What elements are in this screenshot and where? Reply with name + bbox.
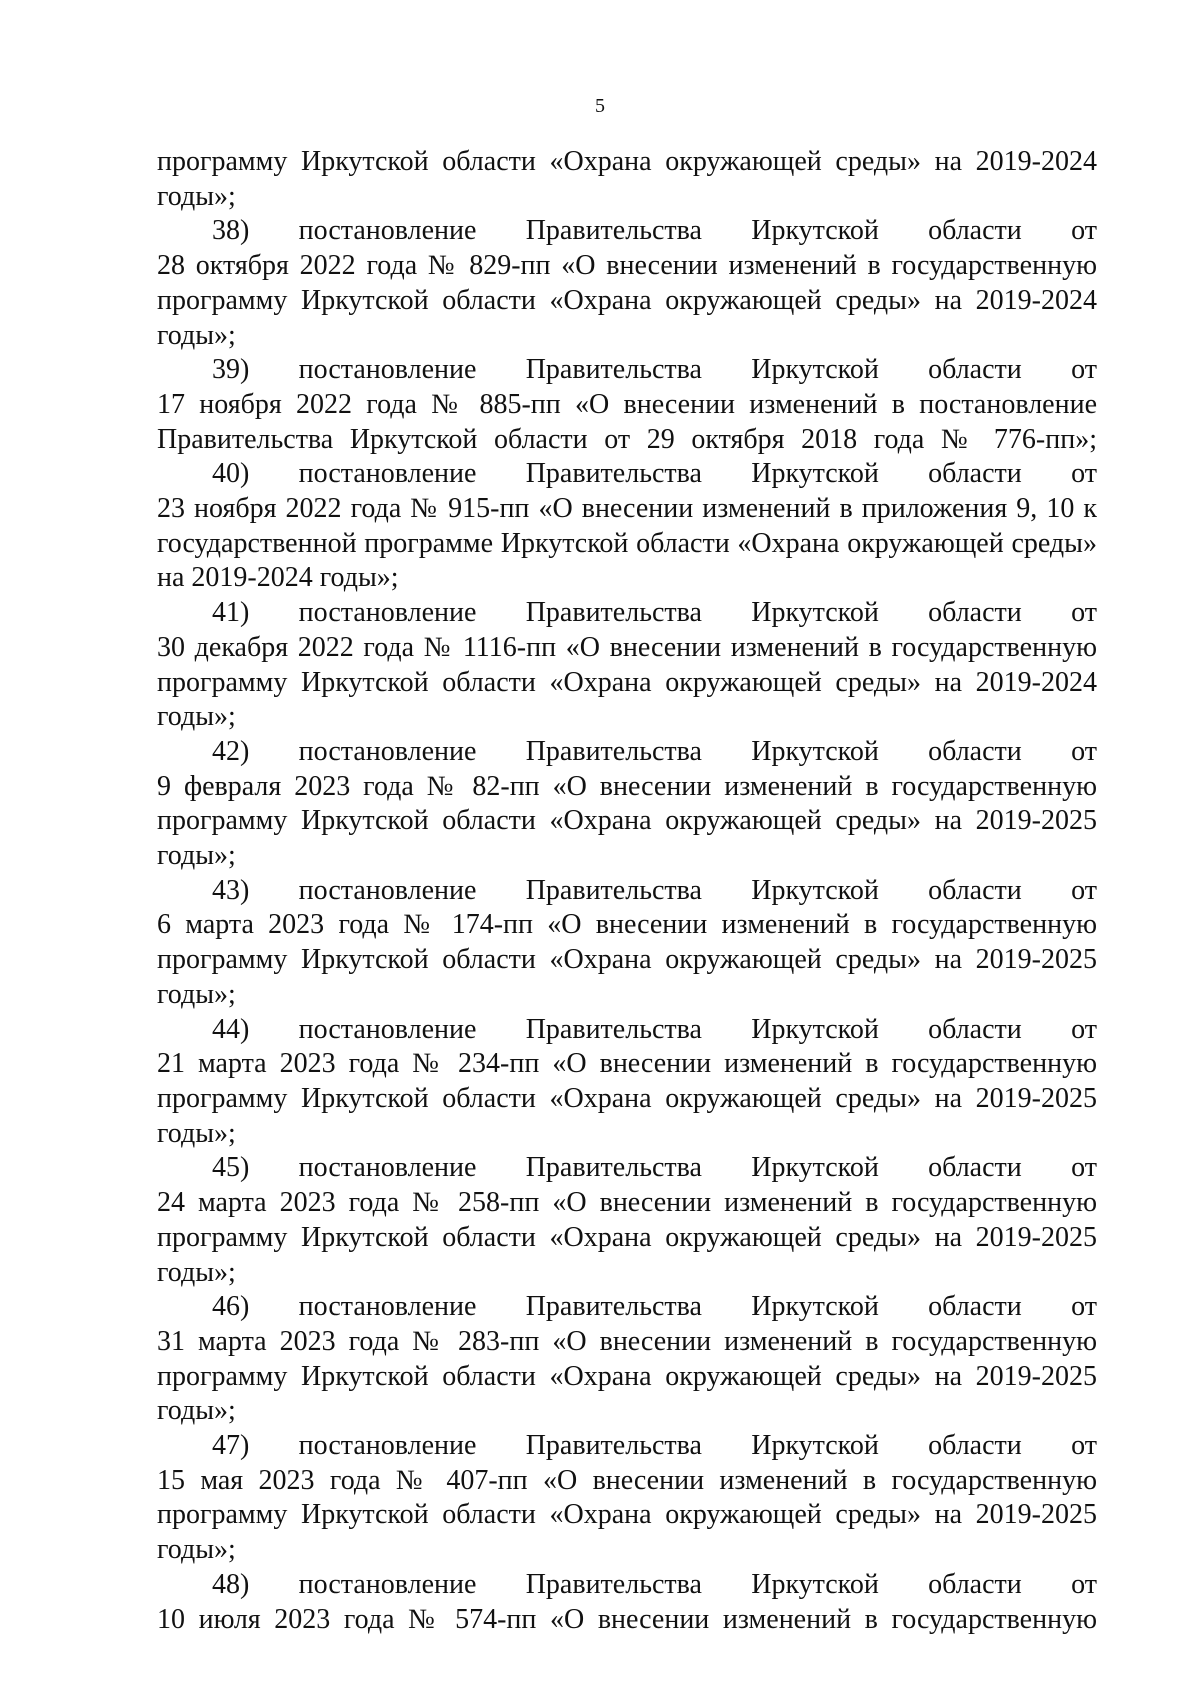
- list-item-head-word: от: [1071, 354, 1097, 386]
- list-item-head: [157, 735, 1097, 770]
- list-item-head-word: Правительства: [525, 597, 702, 629]
- text-line: годы»;: [157, 1117, 236, 1149]
- text-line: 10 июля 2023 года № 574-пп «О внесении изменений в государственную: [157, 1603, 1097, 1635]
- list-item: [157, 214, 1097, 353]
- intro-paragraph: [157, 145, 1097, 214]
- list-item-head-word: постановление: [298, 458, 477, 490]
- list-item-head: [157, 1429, 1097, 1464]
- list-item: [157, 596, 1097, 735]
- text-line: на 2019-2024 годы»;: [157, 562, 399, 594]
- text-line: программу Иркутской области «Охрана окружающей среды» на 2019-2024: [157, 146, 1097, 177]
- list-item-head-word: Иркутской: [751, 458, 879, 490]
- list-item-head-word: постановление: [298, 735, 477, 767]
- text-line: 23 ноября 2022 года № 915-пп «О внесении изменений в приложения 9, 10 к: [157, 493, 1097, 525]
- list-item: [157, 1290, 1097, 1429]
- text-line: 6 марта 2023 года № 174-пп «О внесении изменений в государственную: [157, 909, 1097, 941]
- list-item-head-word: области: [928, 1568, 1022, 1600]
- list-item: [157, 1429, 1097, 1568]
- text-line: программу Иркутской области «Охрана окружающей среды» на 2019-2025: [157, 1499, 1097, 1531]
- list-item-head-word: области: [928, 1291, 1022, 1323]
- list-item-head: [157, 596, 1097, 631]
- list-item-number: 41): [212, 597, 250, 629]
- text-line: программу Иркутской области «Охрана окружающей среды» на 2019-2025: [157, 1221, 1097, 1253]
- list-item-head-word: Правительства: [525, 458, 702, 490]
- list-item-head: [157, 1151, 1097, 1186]
- list-item-head-word: Иркутской: [751, 735, 879, 767]
- text-line: годы»;: [157, 701, 236, 733]
- text-line: годы»;: [157, 180, 236, 212]
- list-item-number: 47): [212, 1430, 250, 1462]
- list-item-head-word: постановление: [298, 1291, 477, 1323]
- list-item: [157, 353, 1097, 457]
- list-item-head-word: от: [1071, 458, 1097, 490]
- list-item-head-word: Иркутской: [751, 597, 879, 629]
- list-item-number: 46): [212, 1291, 250, 1323]
- list-item-head-word: от: [1071, 874, 1097, 906]
- list-item-head-word: Иркутской: [751, 215, 879, 247]
- list-item-head: [157, 214, 1097, 249]
- list-item-head-word: постановление: [298, 1430, 477, 1462]
- text-line: 30 декабря 2022 года № 1116-пп «О внесении изменений в государственную: [157, 631, 1097, 663]
- text-line: годы»;: [157, 1534, 236, 1566]
- text-line: годы»;: [157, 1395, 236, 1427]
- text-line: программу Иркутской области «Охрана окружающей среды» на 2019-2025: [157, 944, 1097, 976]
- regulation-list: [157, 214, 1097, 1637]
- list-item-head-word: Правительства: [525, 1291, 702, 1323]
- text-line: программу Иркутской области «Охрана окружающей среды» на 2019-2025: [157, 1082, 1097, 1114]
- list-item: [157, 1568, 1097, 1637]
- list-item-number: 43): [212, 874, 250, 906]
- list-item-head-word: постановление: [298, 1152, 477, 1184]
- list-item-head: [157, 1013, 1097, 1048]
- list-item-head-word: Иркутской: [751, 1013, 879, 1045]
- list-item-head-word: Иркутской: [751, 1291, 879, 1323]
- text-line: программу Иркутской области «Охрана окружающей среды» на 2019-2025: [157, 805, 1097, 837]
- list-item: [157, 1151, 1097, 1290]
- text-line: государственной программе Иркутской области «Охрана окружающей среды»: [157, 527, 1097, 559]
- list-item-head-word: постановление: [298, 874, 477, 906]
- list-item-head: [157, 353, 1097, 388]
- list-item-head-word: области: [928, 458, 1022, 490]
- list-item-head-word: Правительства: [525, 1013, 702, 1045]
- list-item-head-word: Правительства: [525, 1430, 702, 1462]
- list-item-head-word: Правительства: [525, 1568, 702, 1600]
- list-item-head-word: Правительства: [525, 874, 702, 906]
- list-item-number: 42): [212, 735, 250, 767]
- list-item-head-word: области: [928, 735, 1022, 767]
- list-item-head-word: Иркутской: [751, 1152, 879, 1184]
- list-item-head-word: от: [1071, 1013, 1097, 1045]
- list-item-head-word: Иркутской: [751, 1568, 879, 1600]
- text-line: 21 марта 2023 года № 234-пп «О внесении изменений в государственную: [157, 1048, 1097, 1080]
- list-item-number: 38): [212, 215, 250, 247]
- list-item-head-word: Правительства: [525, 215, 702, 247]
- list-item-head-word: Правительства: [525, 1152, 702, 1184]
- page-number: 5: [595, 95, 605, 117]
- list-item-head-word: от: [1071, 1152, 1097, 1184]
- text-line: программу Иркутской области «Охрана окружающей среды» на 2019-2025: [157, 1360, 1097, 1392]
- list-item-head-word: от: [1071, 1430, 1097, 1462]
- list-item-head: [157, 457, 1097, 492]
- list-item-number: 39): [212, 354, 250, 386]
- list-item-head-word: Правительства: [525, 354, 702, 386]
- text-line: 31 марта 2023 года № 283-пп «О внесении изменений в государственную: [157, 1325, 1097, 1357]
- list-item-number: 45): [212, 1152, 250, 1184]
- list-item-head-word: от: [1071, 1568, 1097, 1600]
- text-line: годы»;: [157, 319, 236, 351]
- list-item-head-word: области: [928, 1152, 1022, 1184]
- document-body: [157, 145, 1097, 1637]
- list-item: [157, 457, 1097, 596]
- list-item: [157, 1013, 1097, 1152]
- list-item: [157, 735, 1097, 874]
- list-item-number: 40): [212, 458, 250, 490]
- list-item-head-word: постановление: [298, 1568, 477, 1600]
- list-item-head-word: области: [928, 354, 1022, 386]
- list-item-head: [157, 1290, 1097, 1325]
- text-line: 28 октября 2022 года № 829-пп «О внесении изменений в государственную: [157, 250, 1097, 282]
- list-item-head-word: постановление: [298, 354, 477, 386]
- list-item: [157, 874, 1097, 1013]
- text-line: 24 марта 2023 года № 258-пп «О внесении изменений в государственную: [157, 1187, 1097, 1219]
- text-line: программу Иркутской области «Охрана окружающей среды» на 2019-2024: [157, 666, 1097, 698]
- list-item-head-word: области: [928, 1430, 1022, 1462]
- list-item-head-word: Иркутской: [751, 354, 879, 386]
- list-item-head-word: постановление: [298, 597, 477, 629]
- list-item-head-word: постановление: [298, 1013, 477, 1045]
- list-item-head-word: от: [1071, 597, 1097, 629]
- list-item-head: [157, 1568, 1097, 1603]
- list-item-head-word: области: [928, 874, 1022, 906]
- list-item-head-word: от: [1071, 1291, 1097, 1323]
- text-line: программу Иркутской области «Охрана окружающей среды» на 2019-2024: [157, 284, 1097, 316]
- list-item-head-word: от: [1071, 215, 1097, 247]
- list-item-head-word: области: [928, 215, 1022, 247]
- text-line: 15 мая 2023 года № 407-пп «О внесении изменений в государственную: [157, 1464, 1097, 1496]
- list-item-head-word: области: [928, 1013, 1022, 1045]
- text-line: Правительства Иркутской области от 29 октября 2018 года № 776-пп»;: [157, 423, 1097, 455]
- list-item-head: [157, 874, 1097, 909]
- text-line: годы»;: [157, 840, 236, 872]
- list-item-number: 44): [212, 1013, 250, 1045]
- text-line: 17 ноября 2022 года № 885-пп «О внесении изменений в постановление: [157, 388, 1097, 420]
- list-item-number: 48): [212, 1568, 250, 1600]
- list-item-head-word: от: [1071, 735, 1097, 767]
- list-item-head-word: Правительства: [525, 735, 702, 767]
- text-line: годы»;: [157, 1256, 236, 1288]
- text-line: годы»;: [157, 978, 236, 1010]
- list-item-head-word: области: [928, 597, 1022, 629]
- text-line: 9 февраля 2023 года № 82-пп «О внесении изменений в государственную: [157, 770, 1097, 802]
- list-item-head-word: постановление: [298, 215, 477, 247]
- list-item-head-word: Иркутской: [751, 1430, 879, 1462]
- list-item-head-word: Иркутской: [751, 874, 879, 906]
